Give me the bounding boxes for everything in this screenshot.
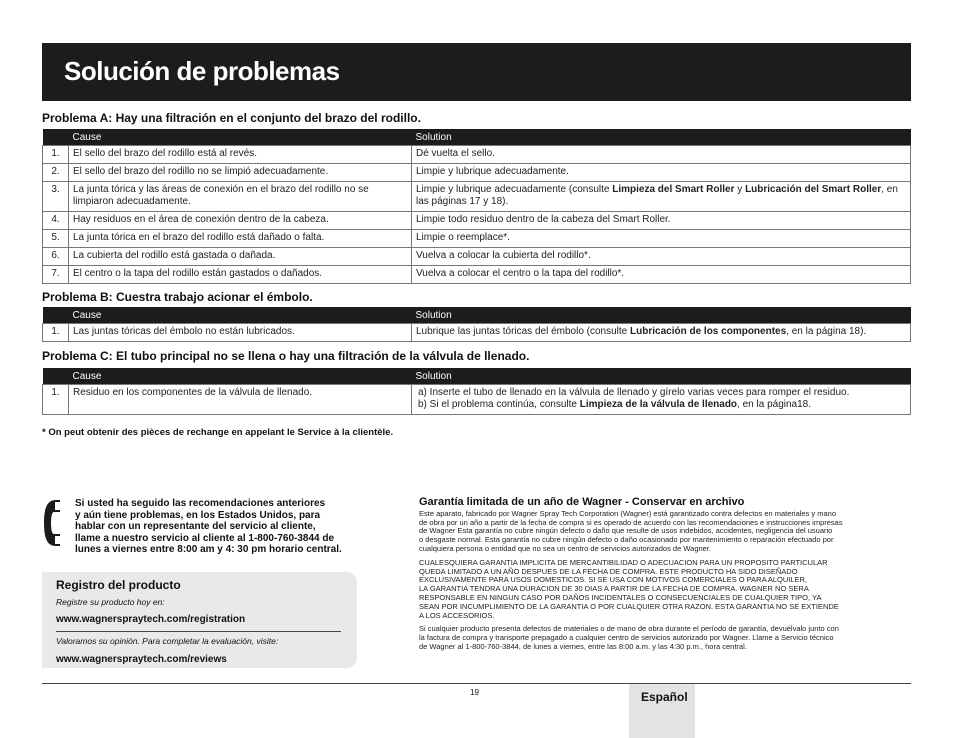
help-line: hablar con un representante del servicio al cliente, — [75, 521, 316, 532]
help-line: lunes a viernes entre 8:00 am y 4: 30 pm horario central. — [75, 544, 342, 555]
solution-cell — [412, 212, 911, 230]
cause-cell: El sello del brazo del rodillo está al revés. — [69, 146, 412, 164]
solution-text: Limpie y lubrique adecuadamente. — [416, 166, 569, 177]
solution-text: , en la página18. — [737, 399, 811, 410]
table-header-row — [43, 368, 911, 385]
solution-text: Vuelva a colocar la cubierta del rodillo*. — [416, 250, 591, 261]
table-row — [43, 248, 911, 266]
row-number: 3. — [43, 182, 69, 212]
solution-cell — [412, 266, 911, 284]
warranty-title: Garantía limitada de un año de Wagner - Conservar en archivo — [419, 496, 745, 508]
solution-text: Dé vuelta el sello. — [416, 148, 495, 159]
table-header-solution: Solution — [412, 129, 911, 146]
registration-title: Registro del producto — [56, 578, 181, 592]
table-header-cause: Cause — [69, 129, 412, 146]
table-row — [43, 266, 911, 284]
language-tab — [629, 684, 695, 738]
help-line: y aún tiene problemas, en los Estados Unidos, para — [75, 509, 321, 521]
warranty-line: Este aparato, fabricado por Wagner Spray Tech Corporation (Wagner) está garantizado contra defectos en materiales y mano — [419, 508, 837, 518]
row-number: 4. — [43, 212, 69, 230]
solution-text: Limpie y lubrique adecuadamente (consulte — [416, 184, 613, 195]
warranty-line: de Wagner al 1-800-760-3844, de lunes a viernes, entre las 8:00 a.m. y las 4:30 p.m., hora central. — [419, 641, 747, 651]
table-row — [43, 385, 911, 415]
reviews-link[interactable]: www.wagnerspraytech.com/reviews — [56, 654, 227, 665]
table-header-solution: Solution — [412, 368, 911, 385]
solution-text: , en la página 18). — [786, 326, 867, 337]
bold-reference: Lubricación del Smart Roller — [745, 184, 882, 195]
warranty-line: cualquiera persona o entidad que no sea un centro de servicios autorizados de Wagner. — [419, 543, 711, 553]
solution-cell — [412, 324, 911, 342]
warranty-paragraph — [419, 559, 899, 621]
solution-line — [416, 399, 906, 411]
problem-c-table — [42, 368, 911, 415]
customer-service-text — [75, 498, 375, 556]
warranty-line: CUALESQUIERA GARANTIA IMPLICITA DE MERCANTIBILIDAD O ADECUACION PARA UN PROPOSITO PARTICULAR — [419, 557, 828, 567]
title-bar — [42, 43, 911, 101]
warranty-line: la factura de compra y transporte prepagado a cualquier centro de servicios autorizado por Wagner. Llame a Servicio técnico — [419, 633, 834, 643]
solution-line — [416, 387, 906, 399]
solution-text: a) Inserte el tubo de llenado en la válvula de llenado y gírelo varias veces para romper el residuo. — [418, 387, 850, 398]
solution-text: y — [734, 184, 746, 195]
warranty-line: A LOS ACCESORIOS. — [419, 610, 495, 620]
table-header-num — [43, 307, 69, 324]
table-header-row — [43, 129, 911, 146]
warranty-paragraph — [419, 625, 899, 651]
language-label: Español — [641, 690, 688, 704]
divider — [56, 631, 341, 632]
bold-reference: Limpieza del Smart Roller — [612, 184, 735, 195]
warranty-paragraph — [419, 510, 899, 554]
solution-text: b) Si el problema continúa, consulte — [418, 399, 580, 410]
table-row — [43, 146, 911, 164]
cause-cell: Las juntas tóricas del émbolo no están lubricados. — [69, 324, 412, 342]
registration-subtitle: Registre su producto hoy en: — [56, 597, 165, 607]
problem-a-heading: Problema A: Hay una filtración en el conjunto del brazo del rodillo. — [42, 111, 421, 125]
table-row — [43, 230, 911, 248]
solution-cell — [412, 248, 911, 266]
problem-b-heading: Problema B: Cuestra trabajo acionar el émbolo. — [42, 290, 313, 304]
warranty-section — [419, 498, 899, 657]
solution-text: , en las páginas 17 y 18). — [416, 184, 898, 207]
warranty-line: QUEDA LIMITADO A UN AÑO DESPUES DE LA FECHA DE COMPRA. ESTE PRODUCTO HA SIDO DISEÑADO — [419, 566, 798, 576]
warranty-line: de Wagner Esta garantía no cubre ningún defecto o daño que resulte de usos indebidos, accidentes, negligencia del usuario — [419, 526, 833, 536]
registration-link[interactable]: www.wagnerspraytech.com/registration — [56, 614, 246, 625]
warranty-line: RESPONSABLE EN NINGUN CASO POR DAÑOS INCIDENTALES O CONSECUENCIALES DE CUALQUIER TIPO, YA — [419, 592, 822, 602]
cause-cell: La cubierta del rodillo está gastada o dañada. — [69, 248, 412, 266]
help-line: llame a nuestro servicio al cliente al 1-800-760-3844 de — [75, 532, 335, 544]
solution-cell — [412, 182, 911, 212]
solution-cell — [412, 146, 911, 164]
row-number: 1. — [43, 324, 69, 342]
table-header-row — [43, 307, 911, 324]
help-line: Si usted ha seguido las recomendaciones anteriores — [75, 498, 326, 509]
cause-cell: Hay residuos en el área de conexión dentro de la cabeza. — [69, 212, 412, 230]
row-number: 6. — [43, 248, 69, 266]
cause-cell: Residuo en los componentes de la válvula de llenado. — [69, 385, 412, 415]
row-number: 7. — [43, 266, 69, 284]
table-row — [43, 324, 911, 342]
solution-text: Vuelva a colocar el centro o la tapa del rodillo*. — [416, 268, 625, 279]
table-row — [43, 182, 911, 212]
table-header-solution: Solution — [412, 307, 911, 324]
cause-cell: El centro o la tapa del rodillo están gastados o dañados. — [69, 266, 412, 284]
warranty-line: EXCLUSIVAMENTE PARA USOS DOMESTICOS. SI SE USA CON MOTIVOS COMERCIALES O PARA ALQUILER, — [419, 575, 808, 585]
warranty-line: de obra por un año a partir de la fecha de compra si es operado de acuerdo con las recomendaciones e instrucciones impresas — [419, 517, 843, 527]
problem-c-heading: Problema C: El tubo principal no se llena o hay una filtración de la válvula de llenado. — [42, 349, 530, 363]
table-header-num — [43, 368, 69, 385]
row-number: 1. — [43, 385, 69, 415]
cause-cell: El sello del brazo del rodillo no se limpió adecuadamente. — [69, 164, 412, 182]
warranty-line: SEAN POR INCUMPLIMIENTO DE LA GARANTIA O POR CUALQUIER OTRA RAZON. ESTA GARANTIA NO SE EXTIENDE — [419, 601, 839, 611]
footer-divider — [42, 683, 911, 684]
phone-icon — [42, 498, 62, 548]
solution-text: Limpie todo residuo dentro de la cabeza del Smart Roller. — [416, 214, 671, 225]
row-number: 2. — [43, 164, 69, 182]
registration-box — [42, 572, 357, 668]
solution-text: Limpie o reemplace*. — [416, 232, 510, 243]
problem-b-table — [42, 307, 911, 342]
cause-cell: La junta tórica y las áreas de conexión en el brazo del rodillo no se limpiaron adecuadamente. — [69, 182, 412, 212]
table-header-cause: Cause — [69, 307, 412, 324]
row-number: 1. — [43, 146, 69, 164]
table-header-num — [43, 129, 69, 146]
cause-cell: La junta tórica en el brazo del rodillo está dañado o falta. — [69, 230, 412, 248]
reviews-note: Valoramos su opinión. Para completar la evaluación, visite: — [56, 636, 279, 646]
warranty-line: LA GARANTIA TENDRA UNA DURACION DE 30 DIAS A PARTIR DE LA FECHA DE COMPRA. WAGNER NO SERA — [419, 584, 809, 594]
solution-cell — [412, 164, 911, 182]
table-row — [43, 212, 911, 230]
problem-a-table — [42, 129, 911, 284]
footnote: * On peut obtenir des pièces de rechange en appelant le Service à la clientèle. — [42, 427, 394, 438]
warranty-line: Si cualquier producto presenta defectos de materiales o de mano de obra durante el período de garantía, devuélvalo junto con — [419, 624, 839, 634]
bold-reference: Limpieza de la válvula de llenado — [579, 399, 738, 410]
page-number: 19 — [470, 688, 479, 697]
page-title: Solución de problemas — [64, 56, 340, 86]
solution-cell — [412, 385, 911, 415]
warranty-line: o desgaste normal. Esta garantía no cubre ningún defecto o daño ocasionado por mantenimiento o reparación efectuado por — [419, 535, 834, 545]
row-number: 5. — [43, 230, 69, 248]
table-row — [43, 164, 911, 182]
table-header-cause: Cause — [69, 368, 412, 385]
solution-cell — [412, 230, 911, 248]
solution-text: Lubrique las juntas tóricas del émbolo (consulte — [416, 326, 631, 337]
bold-reference: Lubricación de los componentes — [630, 326, 787, 337]
